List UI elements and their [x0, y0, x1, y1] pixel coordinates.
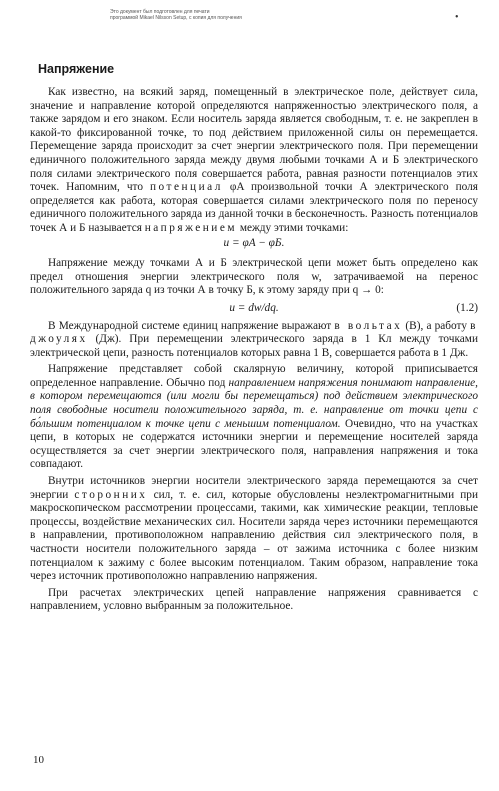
corner-mark: • — [455, 12, 459, 23]
paragraph-3 — [30, 320, 478, 361]
section-title: Напряжение — [38, 62, 115, 76]
paragraph-5 — [30, 475, 478, 584]
formula-potential-difference: u = φA − φБ. — [223, 236, 285, 249]
text-run: (В), а работу — [402, 319, 471, 332]
scan-header — [110, 9, 242, 21]
text-run: В Международной системе единиц напряжение выражают — [48, 319, 335, 332]
term-volts: в вольтах — [334, 319, 403, 332]
term-joules: в джоулях — [30, 319, 478, 346]
text-run: Напряжение представляет собой скалярную величину, которой приписывается определенное направление. Обычно под — [30, 363, 478, 389]
term-voltage: напряжением — [144, 221, 237, 234]
page-number: 10 — [33, 754, 44, 766]
text-run: сил, т. е. сил, которые обусловлены неэлектромагнитными при макроскопическом рассмотрении процессами, такими, как химические реакции, тепловые процессы, воздействие механических сил. Носители заряда через источники перемещаются в направлении, противоположном направлению действия сил электрического поля, в частности носители положительного заряда – от зажима источника с более низким потенциалом к зажиму с более высоким потенциалом. Таким образом, направление тока через источник противоположно направлению напряжения. — [30, 488, 478, 583]
definition-italic: направлением напряжения понимают направление, в котором перемещаются (или могли бы перемещаться) под действием электрического поля свободные носители положительного заряда, т. е. направление от точки цепи с бо́льшим потенциалом к точке цепи с меньшим потенциалом. — [30, 376, 479, 430]
text-run: Как известно, на всякий заряд, помещенный в электрическое поле, действует сила, значение и направление которой определяются напряженностью электрического поля, а также зарядом и его знаком. Если носитель заряда является свободным, т. е. не закреплен в какой-то фиксированной точке, то под действием приложенной силы он перемещается. Перемещение заряда происходит за счет энергии электрического поля. При перемещении единичного положительного заряда между двумя любыми точками А и Б электрического поля силами электрического поля совершается работа, равная разности потенциалов этих точек. Напомним, что — [30, 86, 478, 194]
paragraph-4 — [30, 363, 478, 472]
paragraph-2: Напряжение между точками А и Б электрической цепи может быть определено как предел отношения энергии электрического поля w, затрачиваемой на перенос положительного заряда q из точки А в точку Б, к этому заряду при q → 0: — [30, 257, 478, 297]
text-run: φA произвольной точки А электрического поля определяется как работа, которая совершается силами электрического поля по переносу единичного положительного заряда из данной точки в бесконечность. Разность потенциалов точек А и Б называется — [30, 181, 478, 234]
text-run: (Дж). При перемещении электрического заряда в 1 Кл между точками электрической цепи, разность потенциалов которых равна 1 В, совершается работа в 1 Дж. — [30, 333, 478, 359]
text-run: между этими точками: — [237, 221, 349, 234]
paragraph-6: При расчетах электрических цепей направление напряжения сравнивается с направлением, условно выбранным за положительное. — [30, 586, 478, 613]
body-text — [30, 86, 478, 614]
scan-header-line-1: Это документ был подготовлен для печати — [110, 9, 210, 15]
equation-number: (1.2) — [456, 301, 478, 314]
text-run: Внутри источников энергии носители электрического заряда перемещаются за счет энергии — [30, 475, 478, 501]
term-external: сторонних — [74, 488, 148, 501]
paragraph-1 — [30, 86, 478, 236]
scan-header-line-2: программой Mikael Nilsson Setup, с копия для получения — [110, 15, 242, 21]
term-potential: потенциал — [150, 181, 223, 194]
formula-text: u = dw/dq. — [229, 301, 279, 314]
text-run: Очевидно, что на участках цепи, в которых не содержатся источники энергии и перемещение носителей заряда осуществляется за счет энергии электрического поля, направления напряжения и тока совпадают. — [30, 417, 479, 471]
formula-voltage-derivative — [30, 302, 478, 316]
